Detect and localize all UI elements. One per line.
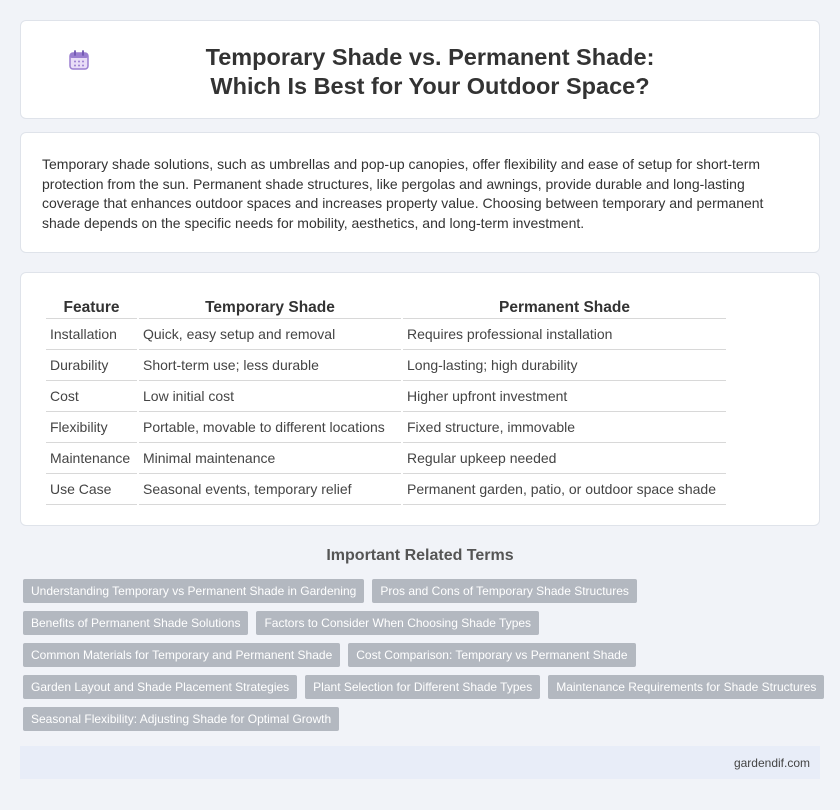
intro-card [20,132,820,253]
comparison-table [44,297,728,505]
table-row [46,474,726,505]
row-feature: Use Case [46,474,137,505]
row-permanent: Fixed structure, immovable [403,412,726,443]
row-permanent: Requires professional installation [403,319,726,350]
comparison-card [20,272,820,526]
row-permanent: Long-lasting; high durability [403,350,726,381]
related-term-tag[interactable]: Factors to Consider When Choosing Shade Types [256,611,539,635]
related-term-tag[interactable]: Pros and Cons of Temporary Shade Structures [372,579,637,603]
row-permanent: Higher upfront investment [403,381,726,412]
row-temporary: Low initial cost [139,381,401,412]
header-card [20,20,820,119]
row-feature: Installation [46,319,137,350]
row-temporary: Quick, easy setup and removal [139,319,401,350]
row-temporary: Portable, movable to different locations [139,412,401,443]
header-feature: Feature [46,297,137,319]
related-term-tag[interactable]: Garden Layout and Shade Placement Strategies [23,675,297,699]
table-row [46,350,726,381]
related-term-tag[interactable]: Plant Selection for Different Shade Types [305,675,540,699]
related-terms-list [23,579,823,739]
header-permanent: Permanent Shade [403,297,726,319]
tag-row [23,675,823,707]
table-row [46,381,726,412]
table-row [46,443,726,474]
intro-paragraph: Temporary shade solutions, such as umbrellas and pop-up canopies, offer flexibility and ease of setup for short-term protection from the sun. Permanent shade structures, like pergolas and awnings, provide durable and long-lasting coverage that enhances outdoor spaces and increases property value. Choosing between temporary and permanent shade depends on the specific needs for mobility, aesthetics, and long-term investment. [42,156,764,231]
row-feature: Maintenance [46,443,137,474]
row-temporary: Seasonal events, temporary relief [139,474,401,505]
related-term-tag[interactable]: Seasonal Flexibility: Adjusting Shade for Optimal Growth [23,707,339,731]
tag-row [23,611,823,643]
table-header-row [46,297,726,319]
related-terms-heading: Important Related Terms [326,547,514,564]
row-permanent: Regular upkeep needed [403,443,726,474]
row-feature: Durability [46,350,137,381]
related-term-tag[interactable]: Understanding Temporary vs Permanent Shade in Gardening [23,579,364,603]
footer [20,746,820,779]
table-row [46,319,726,350]
page-title-text: Temporary Shade vs. Permanent Shade: Which Is Best for Your Outdoor Space? [205,44,655,99]
footer-site-link[interactable]: gardendif.com [733,756,810,770]
tag-row [23,707,823,739]
related-term-tag[interactable]: Benefits of Permanent Shade Solutions [23,611,248,635]
row-temporary: Minimal maintenance [139,443,401,474]
related-term-tag[interactable]: Cost Comparison: Temporary vs Permanent Shade [348,643,635,667]
related-term-tag[interactable]: Common Materials for Temporary and Permanent Shade [23,643,340,667]
tag-row [23,579,823,611]
related-term-tag[interactable]: Maintenance Requirements for Shade Structures [548,675,824,699]
row-temporary: Short-term use; less durable [139,350,401,381]
page-title [21,43,819,101]
row-feature: Cost [46,381,137,412]
header-temporary: Temporary Shade [139,297,401,319]
row-feature: Flexibility [46,412,137,443]
table-row [46,412,726,443]
tag-row [23,643,823,675]
row-permanent: Permanent garden, patio, or outdoor space shade [403,474,726,505]
